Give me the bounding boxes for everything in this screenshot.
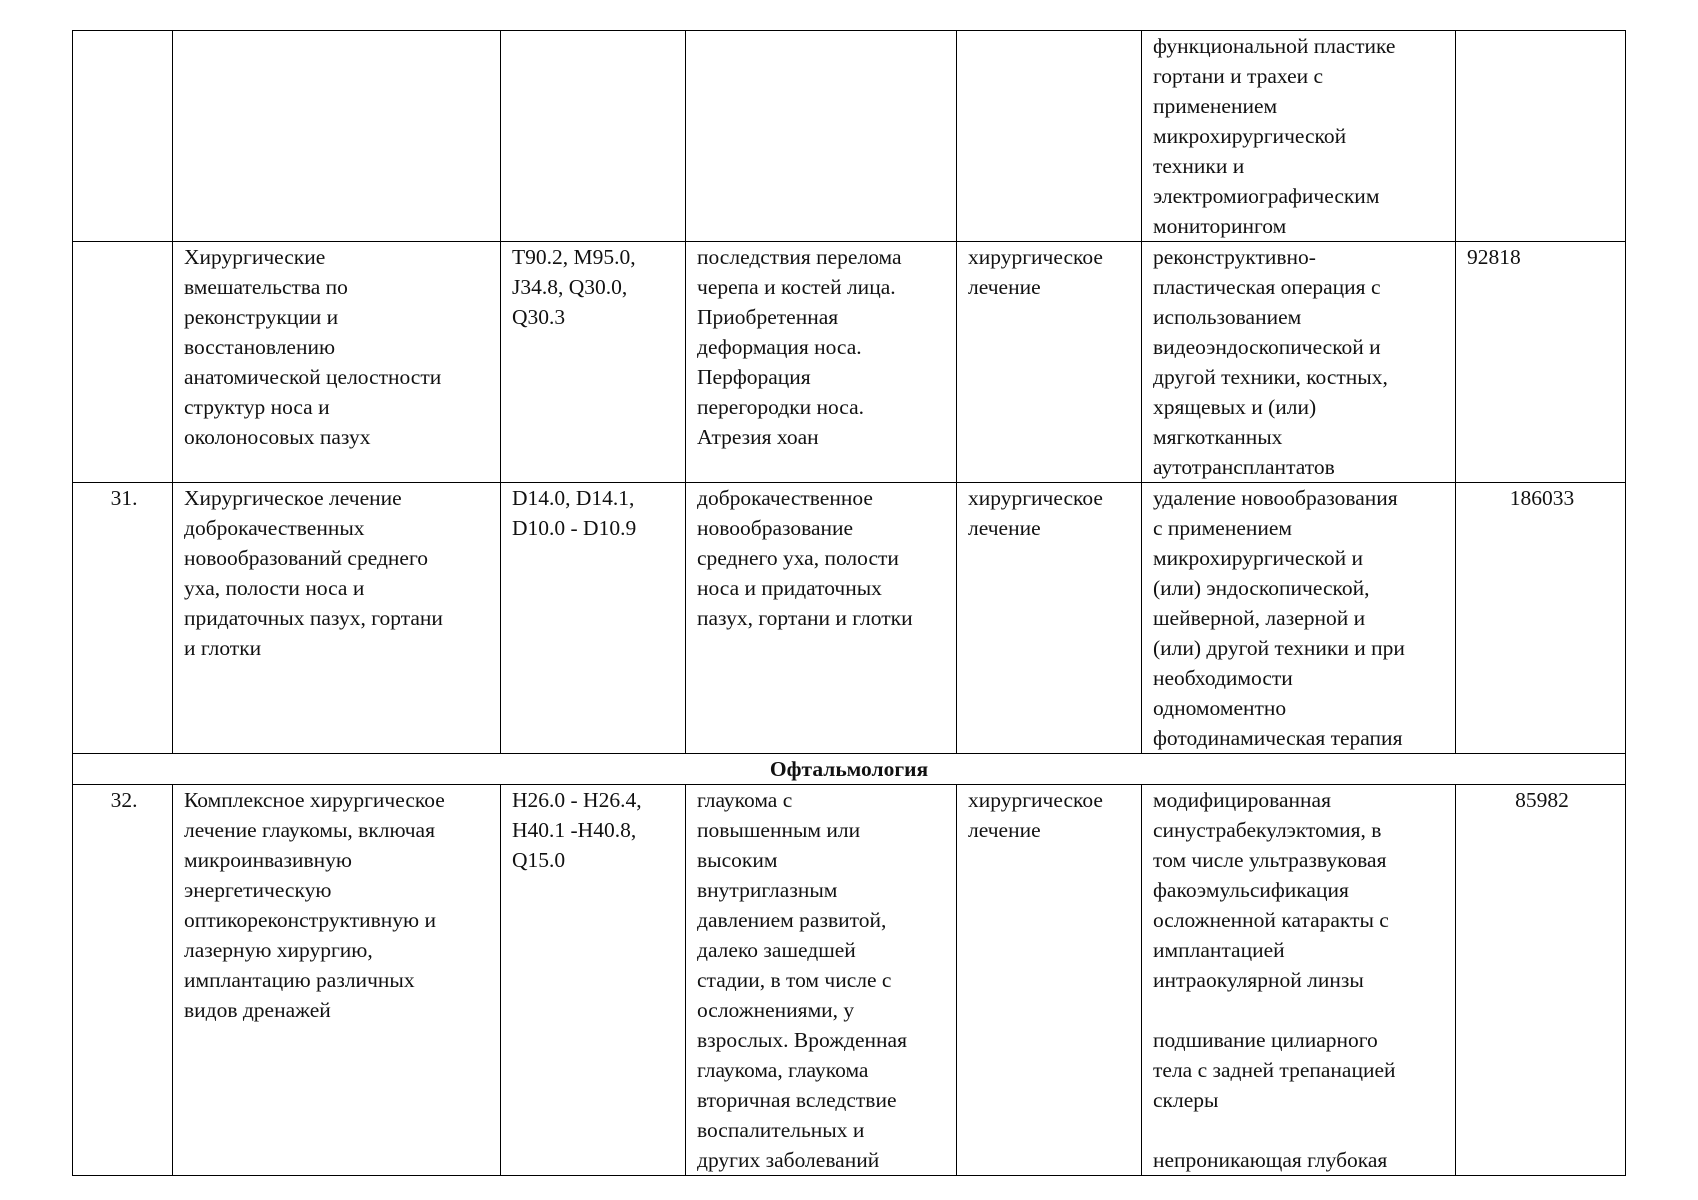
section-header-row bbox=[73, 754, 1626, 785]
patient-model-cell: глаукома с повышенным или высоким внутриглазным давлением развитой, далеко зашедшей стадии, в том числе с осложнениями, у взрослых. Врожденная глаукома, глаукома вторичная вследствие воспалительных и других заболеваний bbox=[686, 785, 957, 1176]
price-cell: 85982 bbox=[1456, 785, 1626, 1176]
section-title: Офтальмология bbox=[73, 754, 1626, 785]
procedure-name-cell: Комплексное хирургическое лечение глаукомы, включая микроинвазивную энергетическую оптикореконструктивную и лазерную хирургию, имплантацию различных видов дренажей bbox=[173, 785, 501, 1176]
icd-codes-cell: T90.2, M95.0, J34.8, Q30.0, Q30.3 bbox=[501, 242, 686, 483]
treatment-method-cell: реконструктивно- пластическая операция с использованием видеоэндоскопической и другой техники, костных, хрящевых и (или) мягкотканных аутотрансплантатов bbox=[1142, 242, 1456, 483]
procedure-name-cell bbox=[173, 31, 501, 242]
patient-model-cell bbox=[686, 31, 957, 242]
treatment-type-cell: хирургическое лечение bbox=[957, 242, 1142, 483]
price-cell: 186033 bbox=[1456, 483, 1626, 754]
table-row bbox=[73, 483, 1626, 754]
row-number-cell bbox=[73, 31, 173, 242]
row-number-cell: 32. bbox=[73, 785, 173, 1176]
treatment-method-cell: удаление новообразования с применением микрохирургической и (или) эндоскопической, шейверной, лазерной и (или) другой техники и при необходимости одномоментно фотодинамическая терапия bbox=[1142, 483, 1456, 754]
price-cell: 92818 bbox=[1456, 242, 1626, 483]
treatment-type-cell: хирургическое лечение bbox=[957, 785, 1142, 1176]
treatment-type-cell: хирургическое лечение bbox=[957, 483, 1142, 754]
patient-model-cell: доброкачественное новообразование среднего уха, полости носа и придаточных пазух, гортани и глотки bbox=[686, 483, 957, 754]
treatment-method-cell: функциональной пластике гортани и трахеи с применением микрохирургической техники и электромиографическим мониторингом bbox=[1142, 31, 1456, 242]
icd-codes-cell: D14.0, D14.1, D10.0 - D10.9 bbox=[501, 483, 686, 754]
row-number-cell: 31. bbox=[73, 483, 173, 754]
treatment-type-cell bbox=[957, 31, 1142, 242]
procedure-name-cell: Хирургические вмешательства по реконструкции и восстановлению анатомической целостности структур носа и околоносовых пазух bbox=[173, 242, 501, 483]
table-row bbox=[73, 242, 1626, 483]
treatment-method-cell: модифицированная синустрабекулэктомия, в том числе ультразвуковая факоэмульсификация осложненной катаракты с имплантацией интраокулярной линзы подшивание цилиарного тела с задней трепанацией склеры непроникающая глубокая bbox=[1142, 785, 1456, 1176]
patient-model-cell: последствия перелома черепа и костей лица. Приобретенная деформация носа. Перфорация перегородки носа. Атрезия хоан bbox=[686, 242, 957, 483]
medical-procedures-table bbox=[72, 30, 1626, 1176]
icd-codes-cell: H26.0 - H26.4, H40.1 -H40.8, Q15.0 bbox=[501, 785, 686, 1176]
table-row bbox=[73, 785, 1626, 1176]
procedure-name-cell: Хирургическое лечение доброкачественных новообразований среднего уха, полости носа и придаточных пазух, гортани и глотки bbox=[173, 483, 501, 754]
price-cell bbox=[1456, 31, 1626, 242]
row-number-cell bbox=[73, 242, 173, 483]
table-row bbox=[73, 31, 1626, 242]
icd-codes-cell bbox=[501, 31, 686, 242]
